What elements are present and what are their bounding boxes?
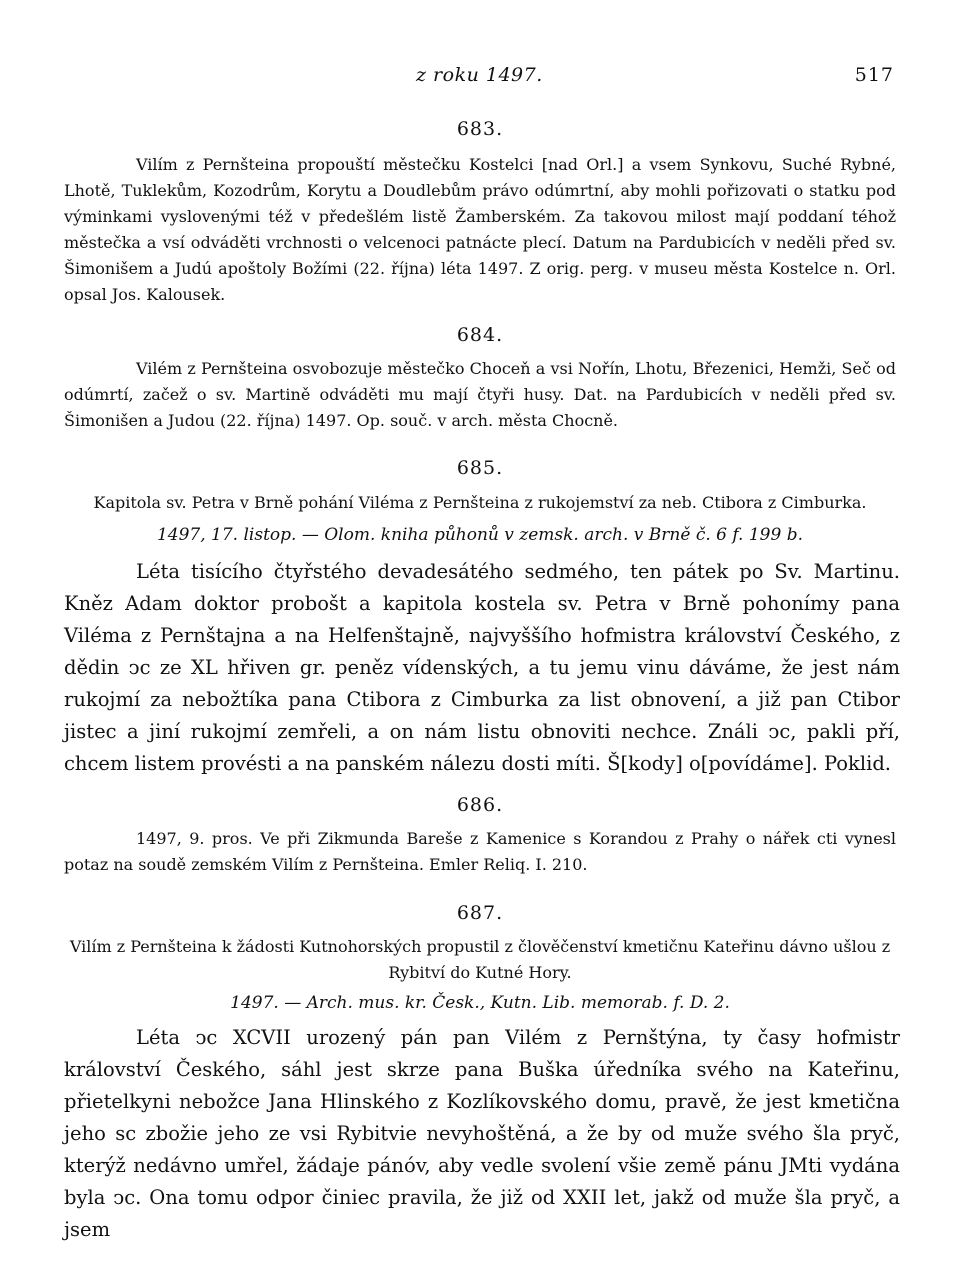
entry-686-paragraph: 1497, 9. pros. Ve při Zikmunda Bareše z Kamenice s Korandou z Prahy o nářek cti vynesl potaz na soudě zemském Vilím z Pernšteina. Emler Reliq. I. 210. <box>64 829 896 874</box>
entry-683-text <box>64 152 896 308</box>
entry-685-citation: 1497, 17. listop. — Olom. kniha půhonů v zemsk. arch. v Brně č. 6 f. 199 b. <box>156 525 804 545</box>
entry-685-text <box>64 556 900 780</box>
page-number: 517 <box>854 64 894 86</box>
running-title: z roku 1497. <box>416 64 543 86</box>
entry-687-text <box>64 1022 900 1246</box>
entry-687-summary: Vilím z Pernšteina k žádosti Kutnohorských propustil z člověčenství kmetičnu Kateřinu dávno ušlou z Rybitví do Kutné Hory. <box>69 937 891 982</box>
entry-683-number: 683. <box>456 118 504 140</box>
entry-686-text <box>64 826 896 878</box>
entry-684-paragraph: Vilém z Pernšteina osvobozuje městečko Choceň a vsi Nořín, Lhotu, Březenici, Hemži, Seč od odúmrtí, začež o sv. Martině odváděti mu mají čtyři husy. Dat. na Pardubicích v neděli před sv. Šimonišen a Judou (22. října) 1497. Op. souč. v arch. města Chocně. <box>64 359 896 430</box>
entry-685-summary: Kapitola sv. Petra v Brně pohání Viléma z Pernšteina z rukojemství za neb. Ctibora z Cimburka. <box>93 493 867 512</box>
entry-684-number: 684. <box>456 324 504 346</box>
entry-684-text <box>64 356 896 434</box>
page-header <box>0 64 960 90</box>
entry-686-number: 686. <box>456 794 504 816</box>
entry-683-paragraph: Vilím z Pernšteina propouští městečku Kostelci [nad Orl.] a vsem Synkovu, Suché Rybné, Lhotě, Tuklekům, Kozodrům, Korytu a Doudlebům právo odúmrtní, aby mohli pořizovati o statku pod výminkami vyslovenými též v předešlém listě Žamberském. Za takovou milost mají poddaní téhož městečka a vsí odváděti vrchnosti o velcenoci patnácte plecí. Datum na Pardubicích v neděli před sv. Šimonišem a Judú apoštoly Božími (22. října) léta 1497. Z orig. perg. v museu města Kostelce n. Orl. opsal Jos. Kalousek. <box>64 155 896 304</box>
entry-687-citation: 1497. — Arch. mus. kr. Česk., Kutn. Lib. memorab. f. D. 2. <box>230 993 730 1013</box>
entry-687-paragraph: Léta ͻc XCVII urozený pán pan Vilém z Pernštýna, ty časy hofmistr království Českého, sáhl jest skrze pana Buška úředníka svého na Kateřinu, přietelkyni nebožce Jana Hlinského z Kozlíkovského domu, pravě, že jest kmetična jeho sc zbožie jeho ze vsi Rybitvie nevyhoštěná, a že by od muže svého šla pryč, kterýž nedávno umřel, žádaje pánóv, aby vedle svolení všie země pánu JMti vydána byla ͻc. Ona tomu odpor činiec pravila, že již od XXII let, jakž od muže šla pryč, a jsem <box>64 1026 900 1241</box>
entry-685-number: 685. <box>456 457 504 479</box>
entry-685-paragraph: Léta tisícího čtyřstého devadesátého sedmého, ten pátek po Sv. Martinu. Kněz Adam doktor probošt a kapitola kostela sv. Petra v Brně pohonímy pana Viléma z Pernštajna a na Helfenštajně, najvyššího hofmistra království Českého, z dědin ͻc ze XL hřiven gr. peněz vídenských, a tu jemu vinu dáváme, že jest nám rukojmí za nebožtíka pana Ctibora z Cimburka za list obnovení, a již pan Ctibor jistec a jiní rukojmí zemřeli, a on nám listu obnoviti nechce. Ználi ͻc, pakli pří, chcem listem provésti a na panském nálezu dosti míti. Š[kody] o[povídáme]. Poklid. <box>64 560 900 775</box>
entry-687-number: 687. <box>456 902 504 924</box>
